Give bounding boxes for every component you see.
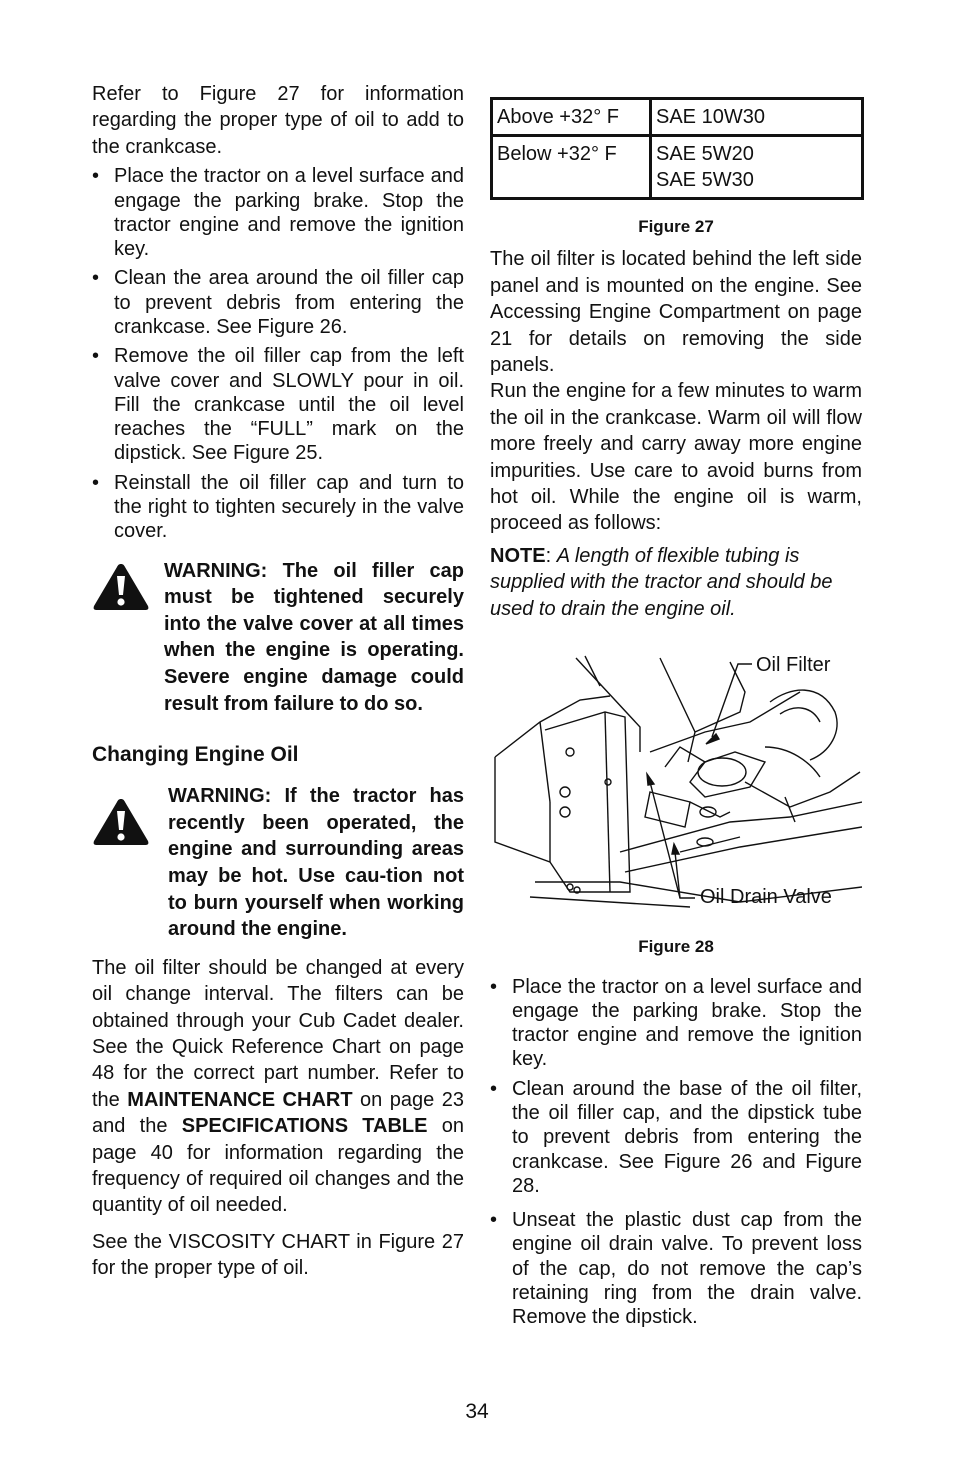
list-item: • Clean the area around the oil filler cap to prevent debris from entering the crankcase. See Figure 26.	[92, 266, 464, 339]
right-column	[490, 97, 862, 1335]
oil-grade: SAE 5W30	[656, 169, 754, 191]
paragraph-text: on page 40 for information regarding the frequency of required oil changes and the quantity of oil needed.	[92, 1115, 465, 1217]
warning-triangle-icon	[92, 558, 164, 619]
table-cell-oil: SAE 10W30	[651, 99, 863, 136]
warning-text: WARNING: The oil filler cap must be tightened securely into the valve cover at all times when the engine is operating. Severe engine damage could result from failure to do so.	[164, 559, 464, 715]
left-column	[92, 81, 464, 1282]
figure-28-caption: Figure 28	[638, 937, 714, 957]
warm-engine-paragraph: Run the engine for a few minutes to warm the oil in the crankcase. Warm oil will flow more freely and carry away more engine impurities. Use care to avoid burns from hot oil. While the engine oil is warm, proceed as follows:	[490, 380, 862, 535]
warning-block-oil-cap	[92, 558, 464, 718]
list-item: • Reinstall the oil filler cap and turn to the right to tighten securely in the valve cover.	[92, 471, 464, 544]
figure-27-caption: Figure 27	[638, 217, 714, 236]
filter-location-paragraph: The oil filter is located behind the left side panel and is mounted on the engine. See Accessing Engine Compartment on page 21 for details on removing the side panels.	[490, 248, 862, 377]
list-item: • Remove the oil filler cap from the left valve cover and SLOWLY pour in oil. Fill the crankcase until the oil level reaches the “FULL” mark on the dipstick. See Figure 25.	[92, 344, 464, 465]
list-item: • Place the tractor on a level surface and engage the parking brake. Stop the tractor engine and remove the ignition key.	[92, 164, 464, 261]
oil-filter-paragraph	[92, 955, 464, 1219]
page-number: 34	[465, 1400, 489, 1423]
table-row	[492, 136, 863, 199]
warning-text: WARNING: If the tractor has recently been operated, the engine and surrounding areas may be hot. Use cau-tion not to burn yourself when working around the engine.	[168, 785, 464, 941]
warning-block-hot-engine	[92, 783, 464, 943]
paragraph-text: The oil filter should be changed at every oil change interval. The filters can be obtained through your Cub Cadet dealer. See the Quick Reference Chart on page 48 for the correct part number. Refer to the	[92, 956, 464, 1111]
table-cell-temp: Above +32° F	[492, 99, 651, 136]
list-item: • Unseat the plastic dust cap from the engine oil drain valve. To prevent loss of the cap, do not remove the cap’s retaining ring from the drain valve. Remove the dipstick.	[490, 1208, 862, 1329]
oil-drain-valve-callout: Oil Drain Valve	[700, 886, 832, 909]
list-item: • Clean around the base of the oil filter, the oil filler cap, and the dipstick tube to prevent debris from entering the crankcase. See Figure 26 and Figure 28.	[490, 1077, 862, 1198]
intro-paragraph: Refer to Figure 27 for information regarding the proper type of oil to add to the crankcase.	[92, 83, 464, 158]
table-row	[492, 99, 863, 136]
note-label: NOTE	[490, 544, 546, 567]
tractor-engine-drawing	[490, 652, 862, 922]
note-paragraph: NOTE: A length of flexible tubing is supplied with the tractor and should be used to drain the engine oil.	[490, 544, 833, 620]
maintenance-chart-ref: MAINTENANCE CHART	[127, 1088, 353, 1111]
note-text: A length of flexible tubing is supplied with the tractor and should be used to drain the engine oil.	[490, 544, 833, 620]
table-cell-oil	[651, 136, 863, 199]
oil-filter-callout: Oil Filter	[756, 654, 831, 677]
specifications-table-ref: SPECIFICATIONS TABLE	[181, 1115, 428, 1138]
table-cell-temp: Below +32° F	[492, 136, 651, 199]
list-item: • Place the tractor on a level surface and engage the parking brake. Stop the tractor engine and remove the ignition key.	[490, 975, 862, 1072]
paragraph-text: on page 23 and the	[92, 1088, 464, 1138]
drain-steps-list	[490, 975, 862, 1330]
viscosity-paragraph: See the VISCOSITY CHART in Figure 27 for the proper type of oil.	[92, 1230, 464, 1280]
warning-triangle-icon	[92, 783, 168, 854]
section-heading: Changing Engine Oil	[92, 743, 299, 767]
figure-28-illustration	[490, 652, 862, 922]
oil-grade: SAE 5W20	[656, 143, 754, 165]
viscosity-table	[490, 97, 864, 200]
fill-steps-list	[92, 164, 464, 543]
